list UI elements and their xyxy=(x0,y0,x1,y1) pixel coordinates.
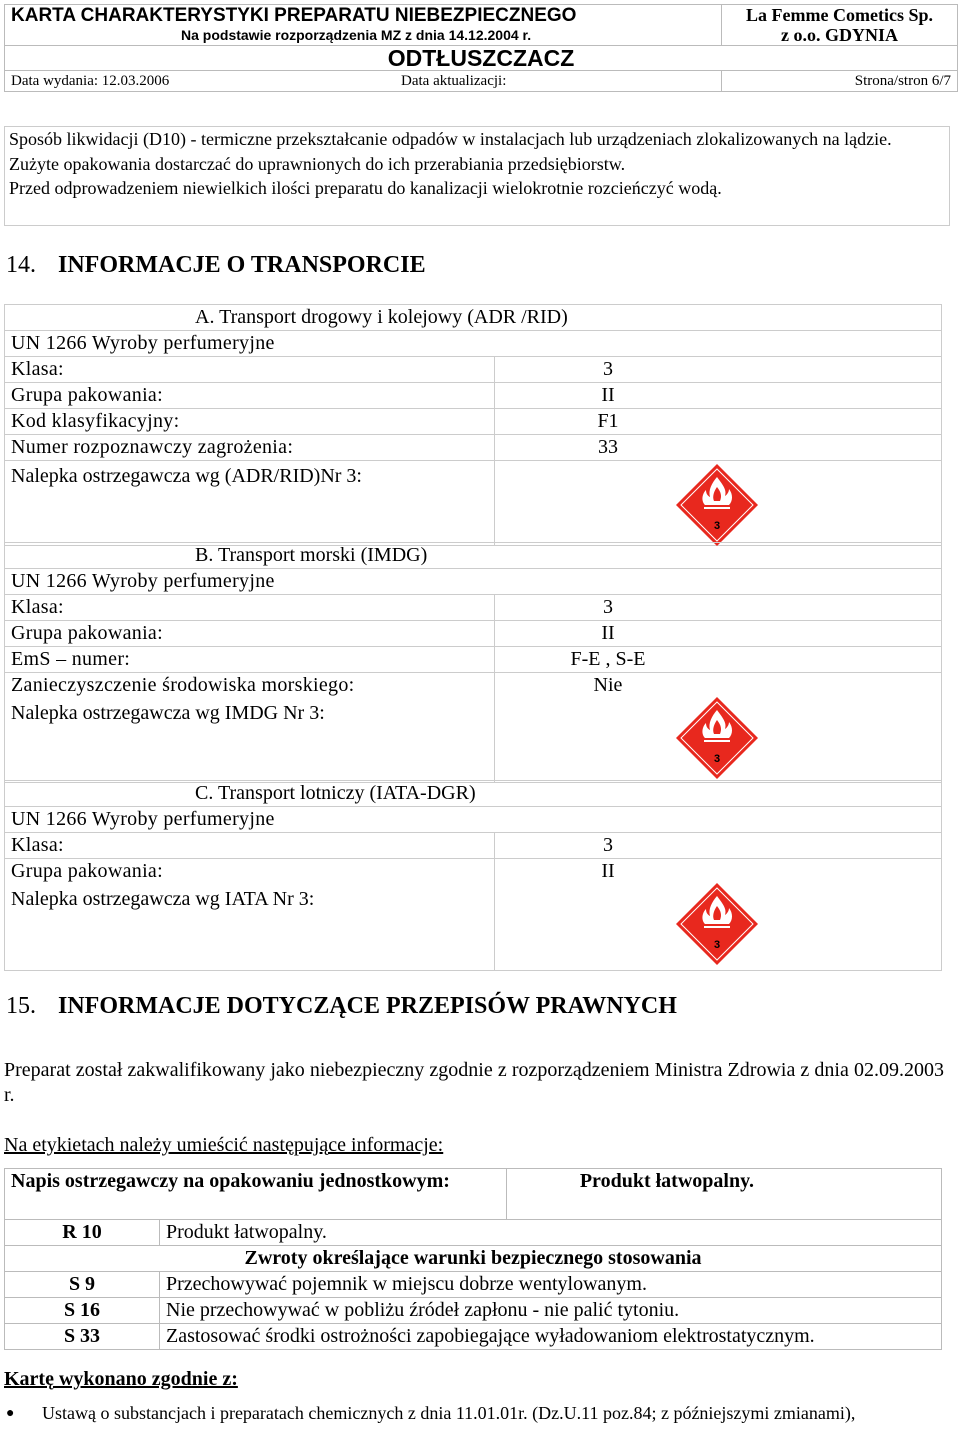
section-title: INFORMACJE DOTYCZĄCE PRZEPISÓW PRAWNYCH xyxy=(58,993,677,1019)
transport-heading: A. Transport drogowy i kolejowy (ADR /RID) xyxy=(5,305,941,331)
bullet-icon: ● xyxy=(6,1406,15,1421)
transport-heading: B. Transport morski (IMDG) xyxy=(5,543,941,569)
disposal-box xyxy=(4,126,950,226)
class-label: Klasa: xyxy=(5,833,495,858)
packing-group-label: Grupa pakowania: xyxy=(5,383,495,408)
company-city: z o.o. GDYNIA xyxy=(781,25,898,45)
product-name: ODTŁUSZCZACZ xyxy=(5,46,958,71)
section-15-heading xyxy=(6,993,677,1020)
section-number: 15. xyxy=(6,993,36,1019)
class-value: 3 xyxy=(603,834,613,856)
section-number: 14. xyxy=(6,252,36,278)
packing-group-label: Grupa pakowania: xyxy=(5,859,495,884)
s-phrase-text: Przechowywać pojemnik w miejscu dobrze wentylowanym. xyxy=(160,1272,942,1298)
warning-label-text: Nalepka ostrzegawcza wg (ADR/RID)Nr 3: xyxy=(5,461,495,545)
pictogram-number: 3 xyxy=(713,939,721,951)
update-date: Data aktualizacji: xyxy=(401,73,507,89)
label-info-heading: Na etykietach należy umieścić następujące informacje: xyxy=(4,1134,444,1156)
transport-heading: C. Transport lotniczy (IATA-DGR) xyxy=(5,781,941,807)
list-item: Ustawą o substancjach i preparatach chemicznych z dnia 11.01.01r. (Dz.U.11 poz.84; z późniejszymi zmianami), xyxy=(42,1403,856,1423)
packing-group-value: II xyxy=(601,860,615,882)
s-phrase-code: S 33 xyxy=(5,1324,160,1350)
regulation-paragraph: Preparat został zakwalifikowany jako niebezpieczny zgodnie z rozporządzeniem Ministra Zdrowia z dnia 02.09.2003 r. xyxy=(4,1059,944,1106)
transport-road-rail xyxy=(4,304,942,546)
regulation-subtitle: Na podstawie rozporządzenia MZ z dnia 14.12.2004 r. xyxy=(181,27,532,43)
pictogram-number: 3 xyxy=(713,753,721,765)
hazard-id-label: Numer rozpoznawczy zagrożenia: xyxy=(5,435,495,460)
ems-label: EmS – numer: xyxy=(5,647,495,672)
un-number: UN 1266 Wyroby perfumeryjne xyxy=(11,808,275,830)
s-phrase-text: Zastosować środki ostrożności zapobiegające wyładowaniom elektrostatycznym. xyxy=(160,1324,942,1350)
packing-group-value: II xyxy=(601,384,615,406)
un-number: UN 1266 Wyroby perfumeryjne xyxy=(11,570,275,592)
marine-pollutant-label: Zanieczyszczenie środowiska morskiego: xyxy=(5,673,495,698)
s-phrases-heading: Zwroty określające warunki bezpiecznego stosowania xyxy=(5,1246,942,1272)
s-phrase-code: S 9 xyxy=(5,1272,160,1298)
s-phrase-code: S 16 xyxy=(5,1298,160,1324)
packing-group-label: Grupa pakowania: xyxy=(5,621,495,646)
packing-group-value: II xyxy=(601,622,615,644)
class-label: Klasa: xyxy=(5,595,495,620)
classification-code-label: Kod klasyfikacyjny: xyxy=(5,409,495,434)
flammable-liquid-pictogram-icon xyxy=(675,882,759,966)
disposal-sewer: Przed odprowadzeniem niewielkich ilości preparatu do kanalizacji wielokrotnie rozcieńczyć wodą. xyxy=(9,178,722,198)
flammable-liquid-pictogram-icon xyxy=(675,696,759,780)
warning-label-value: Produkt łatwopalny. xyxy=(506,1169,941,1220)
ems-value: F-E , S-E xyxy=(570,648,646,670)
flammable-liquid-pictogram-icon xyxy=(675,463,759,547)
marine-pollutant-value: Nie xyxy=(593,674,623,696)
r-phrase-text: Produkt łatwopalny. xyxy=(160,1220,942,1246)
warning-label-caption: Napis ostrzegawczy na opakowaniu jednostkowym: xyxy=(5,1169,507,1220)
compliance-list xyxy=(4,1402,944,1425)
transport-sea xyxy=(4,542,942,783)
classification-code-value: F1 xyxy=(597,410,619,432)
transport-air xyxy=(4,780,942,971)
document-title: KARTA CHARAKTERYSTYKI PREPARATU NIEBEZPIECZNEGO xyxy=(11,5,577,26)
pictogram-number: 3 xyxy=(713,520,721,532)
un-number: UN 1266 Wyroby perfumeryjne xyxy=(11,332,275,354)
warning-label-text: Nalepka ostrzegawcza wg IATA Nr 3: xyxy=(5,884,495,970)
section-14-heading xyxy=(6,252,426,279)
page-number: Strona/stron 6/7 xyxy=(722,71,958,92)
issue-date: Data wydania: 12.03.2006 xyxy=(11,73,170,89)
company-name: La Femme Cometics Sp. xyxy=(746,5,933,25)
section-title: INFORMACJE O TRANSPORCIE xyxy=(58,252,426,278)
warning-label-text: Nalepka ostrzegawcza wg IMDG Nr 3: xyxy=(5,698,495,782)
class-label: Klasa: xyxy=(5,357,495,382)
s-phrase-text: Nie przechowywać w pobliżu źródeł zapłonu - nie palić tytoniu. xyxy=(160,1298,942,1324)
class-value: 3 xyxy=(603,358,613,380)
document-header xyxy=(4,4,958,92)
compliance-heading: Kartę wykonano zgodnie z: xyxy=(4,1368,238,1390)
label-table xyxy=(4,1168,942,1350)
hazard-id-value: 33 xyxy=(598,436,618,458)
disposal-method: Sposób likwidacji (D10) - termiczne przekształcanie odpadów w instalacjach lub urządzeniach zlokalizowanych na lądzie. xyxy=(9,129,892,149)
class-value: 3 xyxy=(603,596,613,618)
disposal-packaging: Zużyte opakowania dostarczać do uprawnionych do ich przerabiania przedsiębiorstw. xyxy=(9,153,626,174)
r-phrase-code: R 10 xyxy=(5,1220,160,1246)
